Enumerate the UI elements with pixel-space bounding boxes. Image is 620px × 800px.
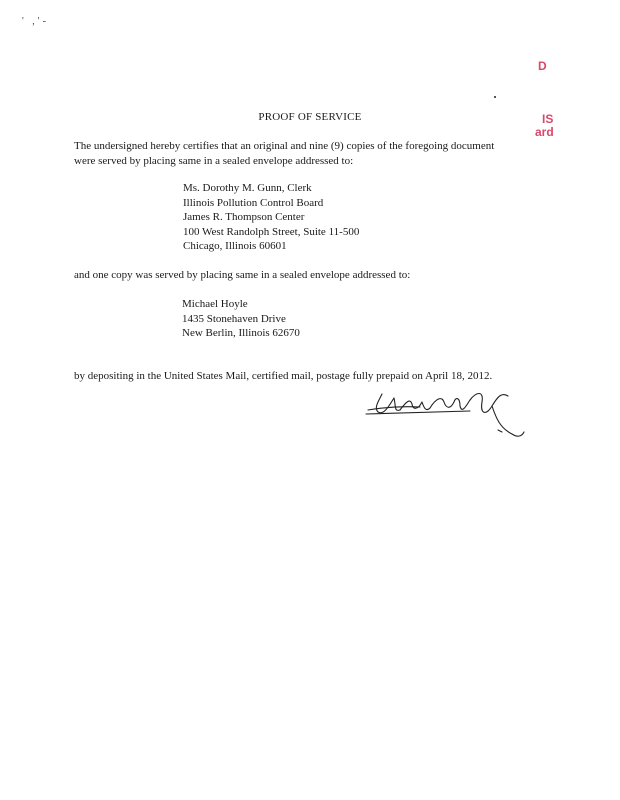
handwritten-signature	[360, 384, 540, 444]
address-line: Michael Hoyle	[182, 298, 248, 310]
scan-artifact: ' ,'-	[22, 16, 49, 27]
second-service-paragraph: and one copy was served by placing same in a sealed envelope addressed to:	[74, 269, 411, 281]
scan-dot	[494, 96, 496, 98]
certification-paragraph	[74, 139, 494, 169]
address-line: Chicago, Illinois 60601	[183, 240, 287, 252]
recipient-address-block	[182, 297, 300, 341]
address-line: James R. Thompson Center	[183, 211, 305, 223]
address-line: New Berlin, Illinois 62670	[182, 327, 300, 339]
closing-paragraph: by depositing in the United States Mail, certified mail, postage fully prepaid on April 18, 2012.	[74, 370, 493, 382]
received-stamp-fragment: ard	[535, 125, 554, 139]
received-stamp-fragment: IS	[542, 112, 554, 126]
received-stamp-fragment: D	[538, 59, 547, 73]
address-line: 1435 Stonehaven Drive	[182, 312, 286, 325]
certification-line: were served by placing same in a sealed envelope addressed to:	[74, 155, 354, 167]
recipient-address-block	[183, 181, 359, 254]
certification-line: The undersigned hereby certifies that an original and nine (9) copies of the foregoing document	[74, 140, 495, 152]
address-line: Ms. Dorothy M. Gunn, Clerk	[183, 182, 312, 194]
address-line: 100 West Randolph Street, Suite 11-500	[183, 225, 360, 238]
address-line: Illinois Pollution Control Board	[183, 196, 324, 209]
document-title: PROOF OF SERVICE	[258, 111, 362, 123]
